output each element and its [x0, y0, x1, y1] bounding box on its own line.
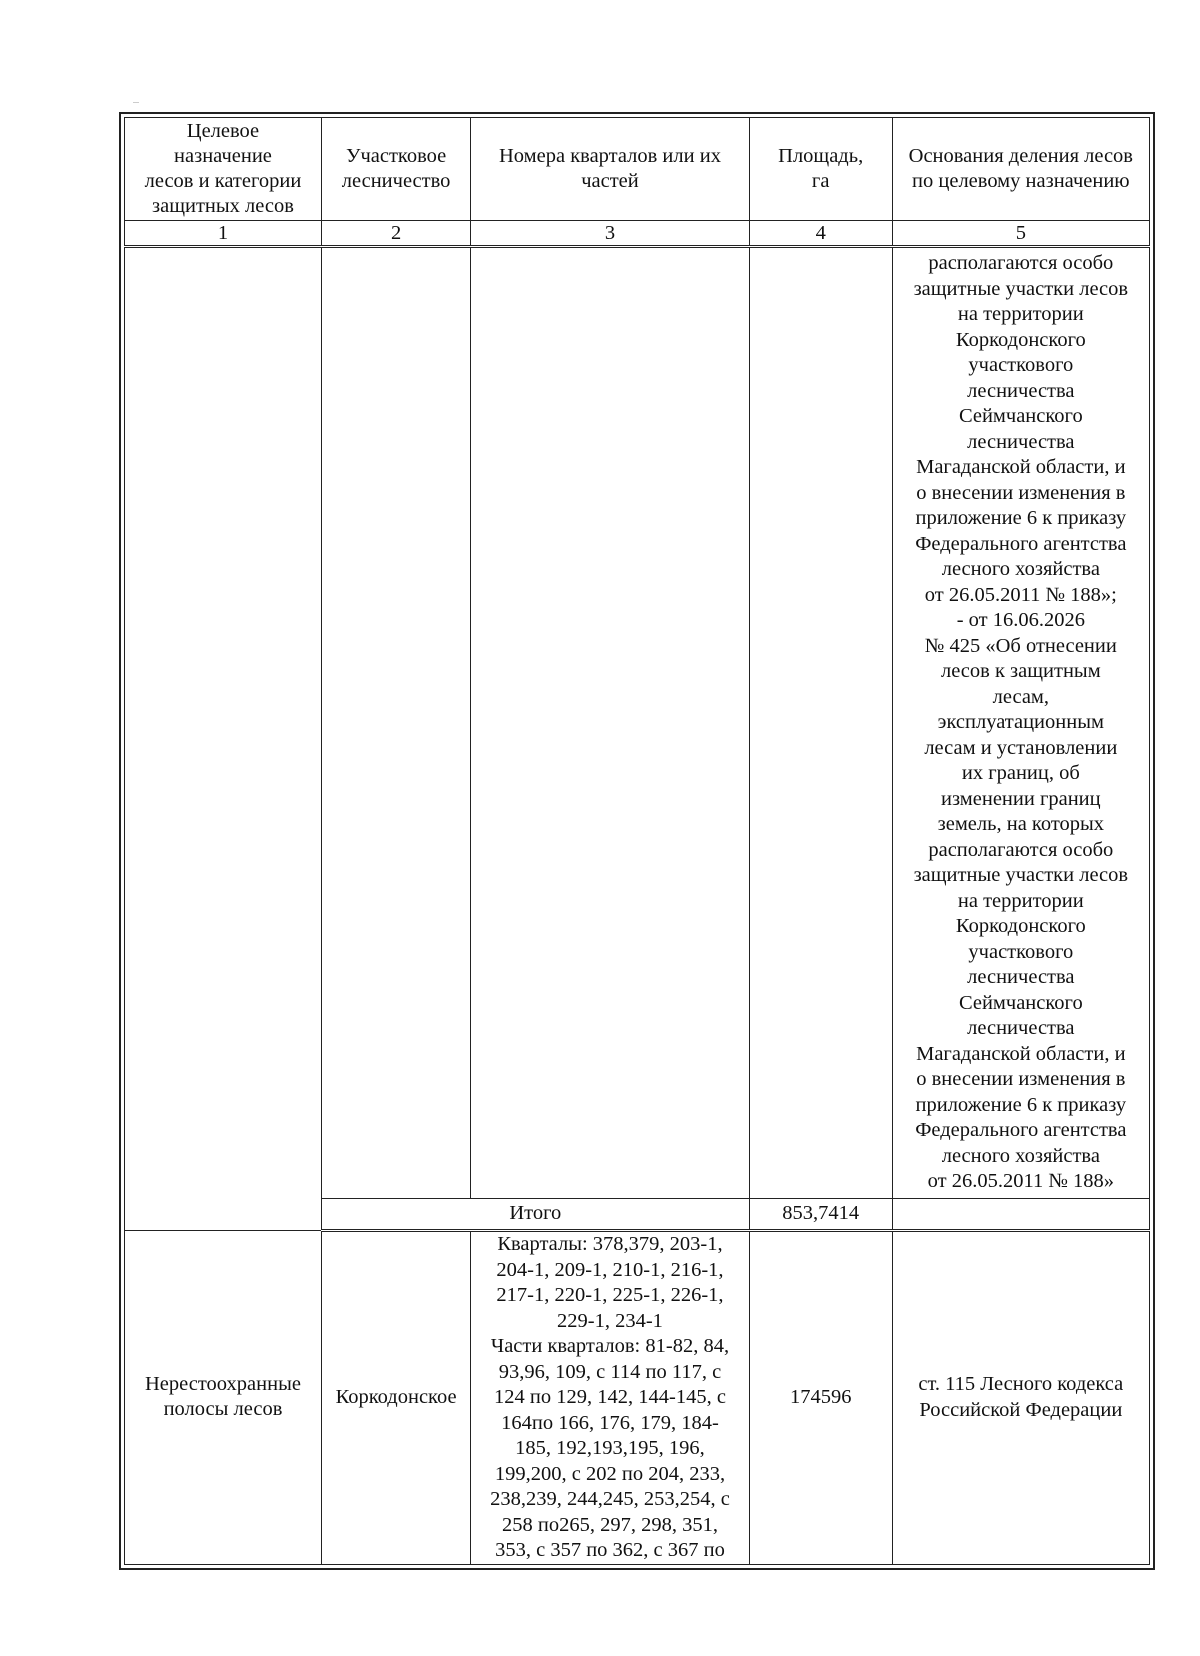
district-cell: Коркодонское — [321, 1231, 470, 1565]
forest-purpose-table — [124, 117, 1150, 1565]
header-district: Участковое лесничество — [321, 118, 470, 221]
total-basis — [892, 1199, 1149, 1231]
column-number: 2 — [321, 221, 470, 247]
header-quarters: Номера кварталов или их частей — [471, 118, 749, 221]
header-area: Площадь, га — [749, 118, 892, 221]
column-number: 4 — [749, 221, 892, 247]
continuation-area-cell — [749, 247, 892, 1199]
column-number: 5 — [892, 221, 1149, 247]
continuation-district-cell — [321, 247, 470, 1199]
purpose-cell: Нерестоохранные полосы лесов — [125, 1231, 322, 1565]
header-row — [125, 118, 1150, 221]
scan-artifact — [133, 102, 139, 103]
quarters-cell: Кварталы: 378,379, 203-1, 204-1, 209-1, 210-1, 216-1, 217-1, 220-1, 225-1, 226-1, 229-1, 234-1 Части кварталов: 81-82, 84, 93,96, 109, с 114 по 117, с 124 по 129, 142, 144-145, с 164по 166, 176, 179, 184- 185, 192,193,195, 196, 199,200, с 202 по 204, 233, 238,239, 244,245, 253,254, с 258 по265, 297, 298, 351, 353, с 357 по 362, с 367 по — [471, 1231, 749, 1565]
total-label: Итого — [321, 1199, 749, 1231]
basis-cell: ст. 115 Лесного кодекса Российской Федерации — [892, 1231, 1149, 1565]
spawning-protection-row — [125, 1231, 1150, 1565]
header-basis: Основания деления лесов по целевому назначению — [892, 118, 1149, 221]
total-area: 853,7414 — [749, 1199, 892, 1231]
continuation-basis-cell: располагаются особо защитные участки лесов на территории Коркодонского участкового лесничества Сеймчанского лесничества Магаданской области, и о внесении изменения в приложение 6 к приказу Федерального агентства лесного хозяйства от 26.05.2011 № 188»; - от 16.06.2026 № 425 «Об отнесении лесов к защитным лесам, эксплуатационным лесам и установлении их границ, об изменении границ земель, на которых располагаются особо защитные участки лесов на территории Коркодонского участкового лесничества Сеймчанского лесничества Магаданской области, и о внесении изменения в приложение 6 к приказу Федерального агентства лесного хозяйства от 26.05.2011 № 188» — [892, 247, 1149, 1199]
column-number: 3 — [471, 221, 749, 247]
continuation-quarters-cell — [471, 247, 749, 1199]
continuation-purpose-cell — [125, 247, 322, 1231]
area-cell: 174596 — [749, 1231, 892, 1565]
column-number-row — [125, 221, 1150, 247]
column-number: 1 — [125, 221, 322, 247]
continuation-row — [125, 247, 1150, 1199]
header-purpose: Целевое назначение лесов и категории защитных лесов — [125, 118, 322, 221]
